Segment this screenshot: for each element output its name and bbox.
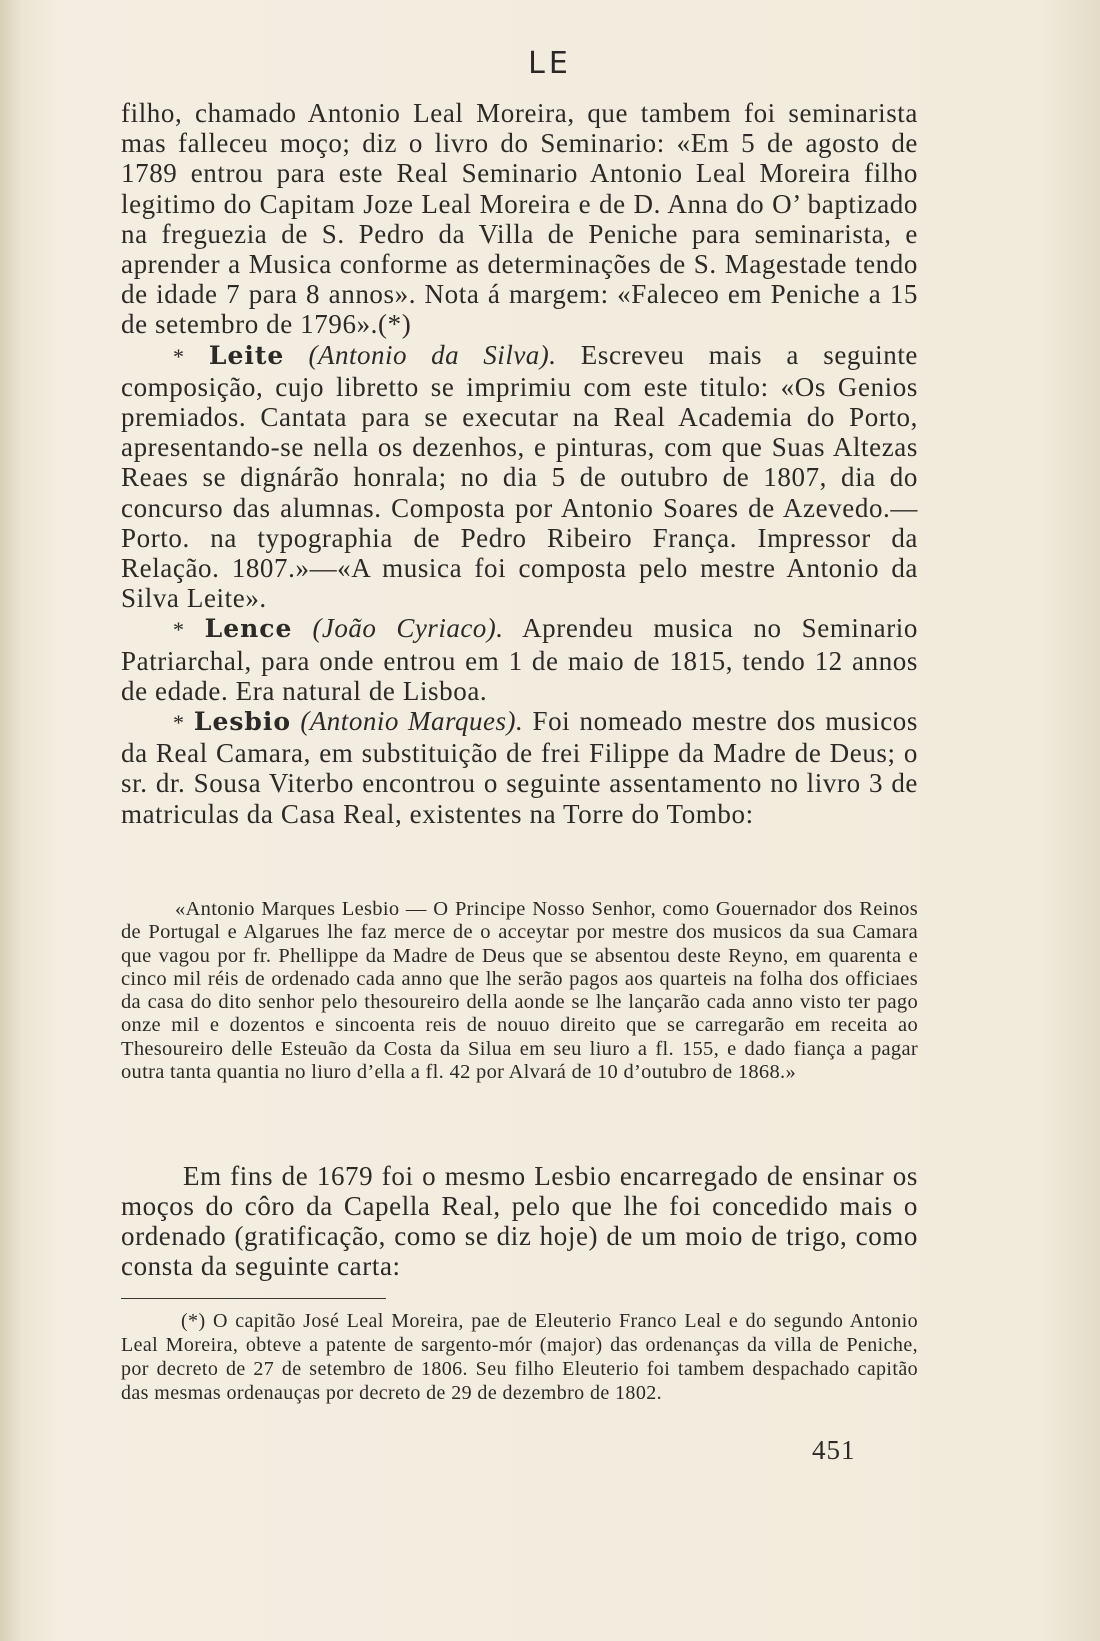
entry-text: Foi nomeado mestre dos musicos da Real Camara, em substituição de frei Filippe da Madre de Deus; o sr. dr. Sousa Viterbo encontrou o seguinte assentamento no livro 3 de matriculas da Casa Real, existentes na Torre do Tombo: — [121, 706, 918, 829]
entry-lence — [121, 613, 918, 706]
footnote: (*) O capitão José Leal Moreira, pae de Eleuterio Franco Leal e do segundo Antonio Leal Moreira, obteve a patente de sargento-mór (major) das ordenanças da villa de Peniche, por decreto de 27 de setembro de 1806. Seu filho Eleuterio foi tambem despachado capitão das mesmas ordenauças por decreto de 29 de dezembro de 1802. — [121, 1310, 918, 1404]
main-text — [121, 98, 918, 829]
entry-subtitle: (Antonio da Silva). — [308, 339, 557, 370]
entry-leite — [121, 340, 918, 614]
asterisk-marker: * — [173, 343, 185, 369]
entry-text: Aprendeu musica no Seminario Patriarchal, para onde entrou em 1 de maio de 1815, tendo 12 annos de edade. Era natural de Lisboa. — [121, 613, 918, 706]
asterisk-marker: * — [173, 617, 185, 643]
entry-name: Lence — [204, 614, 293, 644]
entry-text: Escreveu mais a seguinte composição, cujo libretto se imprimiu com este titulo: «Os Genios premiados. Cantata para se executar na Real Academia do Porto, apresentando-se nella os dezenhos, e pinturas, com que Suas Altezas Reaes se dignárão honrala; no dia 5 de outubro de 1807, dia do concurso das alumnas. Composta por Antonio Soares de Azevedo.— Porto. na typographia de Pedro Ribeiro França. Impressor da Relação. 1807.»—«A musica foi composta pelo mestre Antonio da Silva Leite». — [121, 339, 919, 614]
paragraph-lesbio-continued: Em fins de 1679 foi o mesmo Lesbio encarregado de ensinar os moços do côro da Capella Real, pelo que lhe foi concedido mais o ordenado (gratificação, como se diz hoje) de um moio de trigo, como consta da seguinte carta: — [121, 1161, 918, 1281]
page-number: 451 — [812, 1435, 856, 1465]
asterisk-marker: * — [173, 710, 185, 736]
entry-lesbio — [121, 706, 918, 829]
footnote-divider — [121, 1298, 386, 1299]
running-head: LE — [528, 46, 572, 81]
entry-name: Leite — [208, 340, 285, 370]
entry-subtitle: (João Cyriaco). — [312, 613, 504, 644]
paragraph-continuation: filho, chamado Antonio Leal Moreira, que tambem foi seminarista mas falleceu moço; diz o livro do Seminario: «Em 5 de agosto de 1789 entrou para este Real Seminario Antonio Leal Moreira filho legitimo do Capitam Joze Leal Moreira e de D. Anna do O’ baptizado na freguezia de S. Pedro da Villa de Peniche para seminarista, e aprender a Musica conforme as determinações de S. Magestade tendo de idade 7 para 8 annos». Nota á margem: «Faleceo em Peniche a 15 de setembro de 1796».(*) — [121, 98, 918, 340]
quoted-document: «Antonio Marques Lesbio — O Principe Nosso Senhor, como Gouernador dos Reinos de Portugal e Algarues lhe faz merce de o acceytar por mestre dos musicos da sua Camara que vagou por fr. Phellippe da Madre de Deus que se absentou deste Reyno, em quarenta e cinco mil réis de ordenado cada anno que lhe serão pagos aos quarteis na folha dos officiaes da casa do dito senhor pelo thesoureiro della aonde se lhe lançarão cada anno visto ter pago onze mil e dozentos e sincoenta reis de nouuo direito que se carregarão em receita ao Thesoureiro delle Esteuão da Costa da Silua em seu liuro a fl. 155, e dado fiança a pagar outra tanta quantia no liuro d’ella a fl. 42 por Alvará de 10 d’outubro de 1868.» — [121, 898, 918, 1084]
entry-subtitle: (Antonio Marques). — [300, 706, 524, 737]
entry-name: Lesbio — [193, 707, 292, 737]
